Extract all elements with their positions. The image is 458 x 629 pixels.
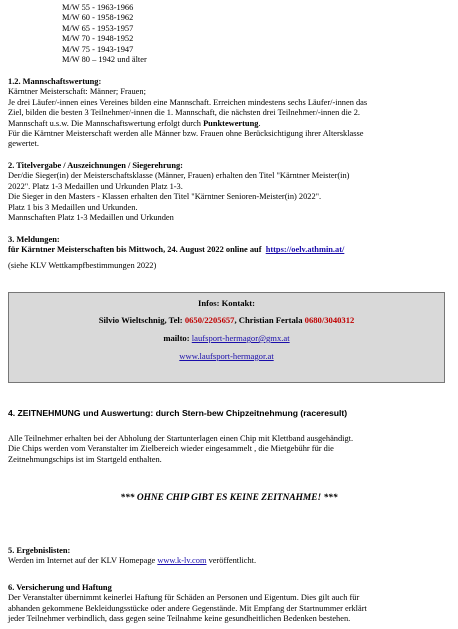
section-results <box>8 546 450 567</box>
text-span: Werden im Internet auf der KLV Homepage <box>8 556 158 566</box>
section-heading: 5. Ergebnislisten: <box>8 546 71 555</box>
age-category-item: M/W 55 - 1963-1966 <box>62 3 134 12</box>
text-span: . <box>258 118 261 128</box>
paragraph-line <box>8 119 450 129</box>
paragraph-line: Kärntner Meisterschaft: Männer; Frauen; <box>8 87 146 97</box>
paragraph-line: Der/die Sieger(in) der Meisterschaftsklasse (Männer, Frauen) erhalten den Titel "Kärntner Meister(in) <box>8 171 350 181</box>
website-link[interactable]: www.laufsport-hermagor.at <box>179 351 274 361</box>
paragraph-line: Ziel, bilden die besten 3 Teilnehmer/-innen die 1. Mannschaft, die nächsten drei Teilnehmer/-innen die 2. <box>8 108 361 118</box>
age-category-item: M/W 70 - 1948-1952 <box>62 34 134 44</box>
section-heading-timing: 4. ZEITNEHMUNG und Auswertung: durch Stern-bew Chipzeitnehmung (raceresult) <box>8 408 348 418</box>
paragraph-line: Der Veranstalter übernimmt keinerlei Haftung für Schäden an Personen und Eigentum. Dies gilt auch für <box>8 593 360 603</box>
email-line <box>9 333 444 343</box>
emphasis-text: Punktewertung <box>203 118 259 128</box>
mailto-label: mailto: <box>163 333 192 343</box>
section-awards <box>8 161 450 223</box>
paragraph-line: (siehe KLV Wettkampfbestimmungen 2022) <box>8 260 157 270</box>
paragraph-line: Platz 1 bis 3 Medaillen und Urkunden. <box>8 202 138 212</box>
paragraph-line <box>8 556 450 566</box>
klv-homepage-link[interactable]: www.k-lv.com <box>157 556 207 566</box>
paragraph-line: Je drei Läufer/-innen eines Vereines bilden eine Mannschaft. Erreichen mindestens sechs Läufer/-innen das <box>8 97 368 107</box>
paragraph-line: Alle Teilnehmer erhalten bei der Abholung der Startunterlagen einen Chip mit Klettband ausgehändigt. <box>8 434 354 443</box>
paragraph-line <box>8 245 450 255</box>
age-category-item: M/W 75 - 1943-1947 <box>62 44 134 54</box>
paragraph-line: Die Sieger in den Masters - Klassen erhalten den Titel "Kärntner Senioren-Meister(in) 2022". <box>8 192 322 202</box>
email-link[interactable]: laufsport-hermagor@gmx.at <box>191 333 290 343</box>
section-heading: 1.2. Mannschaftswertung: <box>8 77 102 86</box>
section-team-scoring <box>8 77 450 150</box>
paragraph-line: jeder Teilnehmer verbindlich, dass gegen seine Teilnahme keine gesundheitlichen Bedenken bestehen. <box>8 614 351 624</box>
contact-name-2: , Christian Fertala <box>234 315 305 325</box>
text-span: veröffentlicht. <box>206 556 257 566</box>
section-timing <box>8 434 450 465</box>
contact-name-1: Silvio Wieltschnig, Tel: <box>98 315 185 325</box>
section-heading: 6. Versicherung und Haftung <box>8 583 112 592</box>
phone-number-1[interactable]: 0650/2205657 <box>184 315 235 325</box>
paragraph-line: Die Chips werden vom Veranstalter im Zielbereich wieder eingesammelt , die Mietgebühr für die <box>8 444 334 454</box>
section-heading: 3. Meldungen: <box>8 235 60 244</box>
age-category-list <box>62 3 147 65</box>
paragraph-line: Zeitnehmungschips ist im Startgeld enthalten. <box>8 454 162 464</box>
age-category-item: M/W 65 - 1953-1957 <box>62 23 134 33</box>
phone-number-2[interactable]: 0680/3040312 <box>304 315 355 325</box>
section-heading: 2. Titelvergabe / Auszeichnungen / Siegerehrung: <box>8 161 183 170</box>
text-span: Mannschaft u.s.w. Die Mannschaftswertung erfolgt durch <box>8 118 204 128</box>
paragraph-line: 2022". Platz 1-3 Medaillen und Urkunden Platz 1-3. <box>8 181 183 191</box>
contact-line <box>9 315 444 325</box>
age-category-item: M/W 60 - 1958-1962 <box>62 13 134 23</box>
deadline-text: für Kärntner Meisterschaften bis Mittwoch, 24. August 2022 online auf <box>8 245 262 255</box>
contact-info-box <box>8 292 445 383</box>
chip-notice: *** OHNE CHIP GIBT ES KEINE ZEITNAHME! *** <box>120 493 338 503</box>
registration-link[interactable]: https://oelv.athmin.at/ <box>265 245 345 255</box>
section-insurance <box>8 583 450 625</box>
paragraph-line: gewertet. <box>8 139 39 149</box>
paragraph-line: Mannschaften Platz 1-3 Medaillen und Urkunden <box>8 213 174 223</box>
website-line <box>9 351 444 361</box>
infobox-title: Infos: Kontakt: <box>197 298 256 308</box>
section-registration <box>8 235 450 271</box>
paragraph-line: abhanden gekommene Bekleidungsstücke oder andere Gegenstände. Mit Empfang der Startnummer erklärt <box>8 603 367 613</box>
paragraph-line: Für die Kärntner Meisterschaft werden alle Männer bzw. Frauen ohne Berücksichtigung ihrer Altersklasse <box>8 129 364 139</box>
age-category-item: M/W 80 – 1942 und älter <box>62 54 147 64</box>
